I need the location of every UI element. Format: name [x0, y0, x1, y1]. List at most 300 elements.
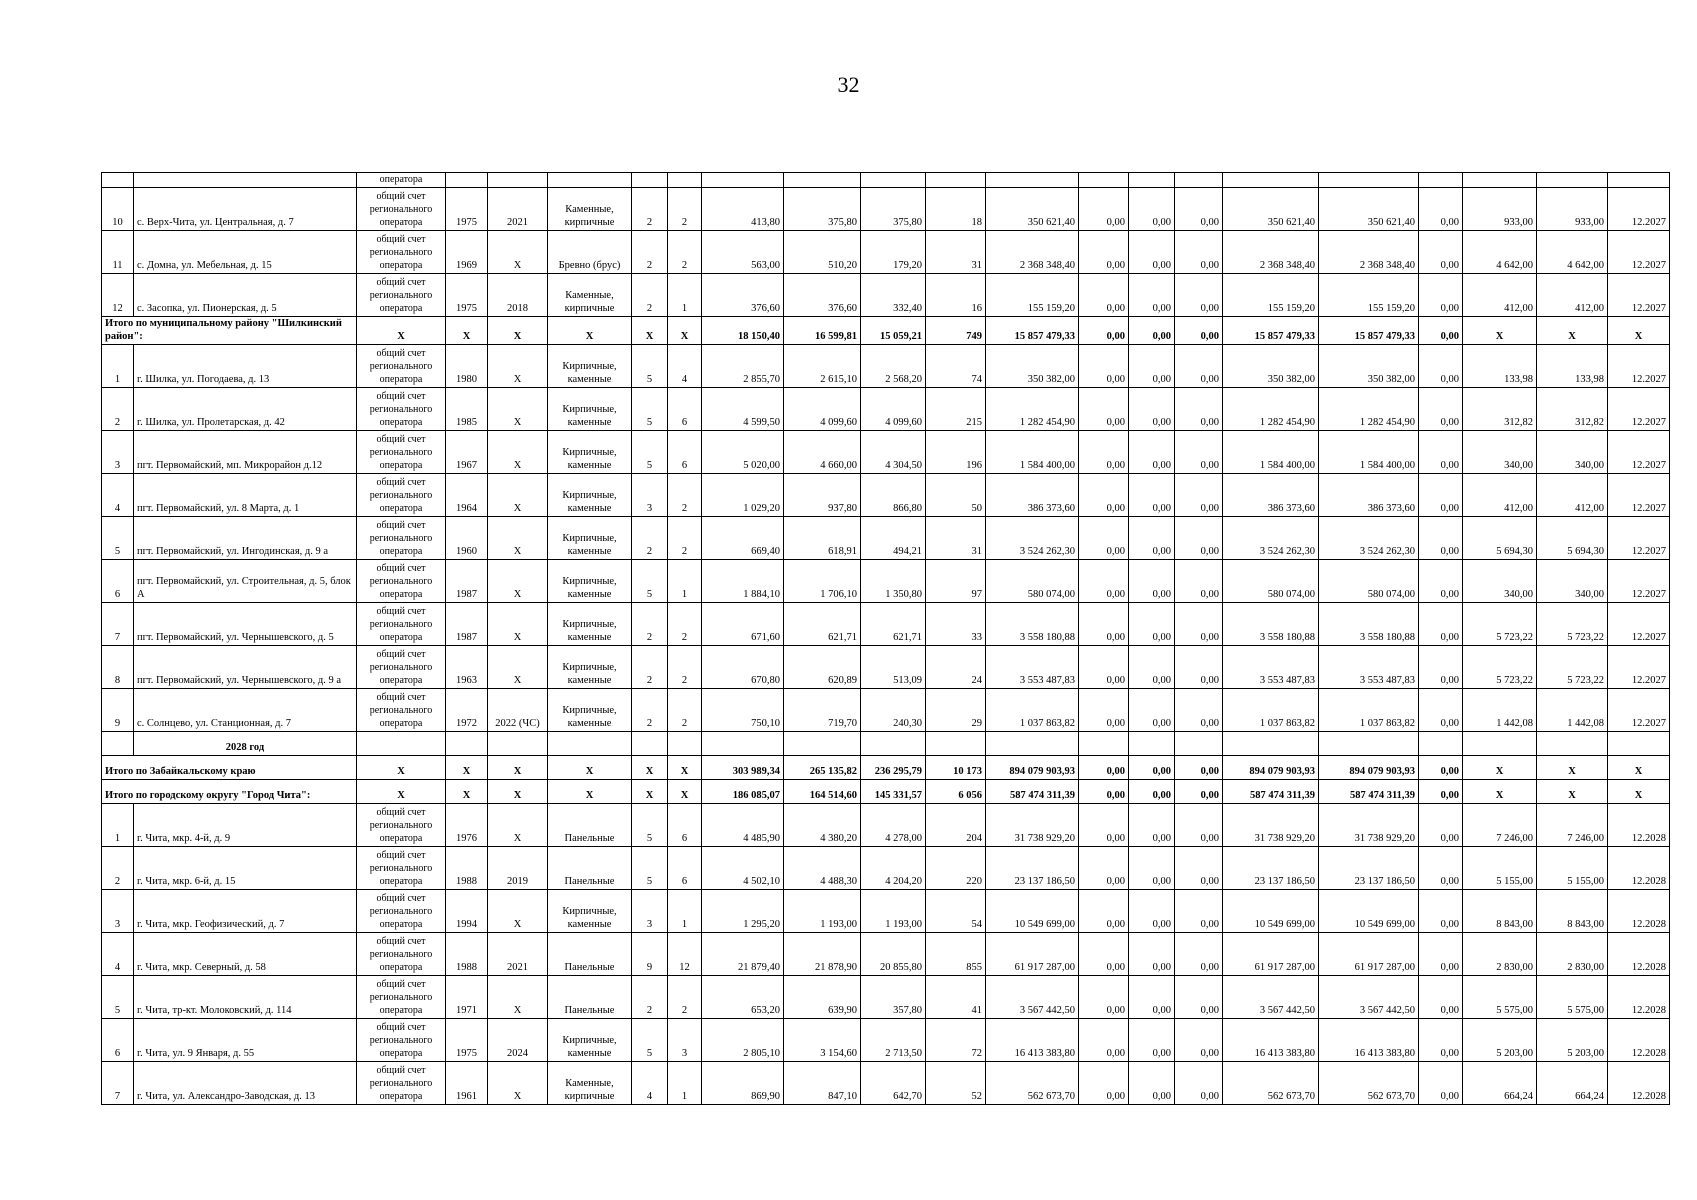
cost-total-cell: 2 368 348,40 [986, 231, 1079, 274]
total-area-res-cell: 145 331,57 [861, 780, 926, 804]
area-total-cell: 4 599,50 [702, 388, 784, 431]
area-living-cell: 2 615,10 [784, 345, 861, 388]
table-cell [861, 732, 926, 756]
area-total-cell: 376,60 [702, 274, 784, 317]
material-cell: Кирпичные, каменные [548, 689, 632, 732]
total-c3-cell: X [488, 780, 548, 804]
year-repair-cell: 2022 (ЧС) [488, 689, 548, 732]
f3-cell: 0,00 [1175, 689, 1223, 732]
area-total-cell: 1 295,20 [702, 890, 784, 933]
f1-cell: 0,00 [1079, 188, 1129, 231]
entrances-cell: 3 [668, 1019, 702, 1062]
n-cell: 12 [102, 274, 134, 317]
total-c3-cell: X [488, 756, 548, 780]
n-cell: 6 [102, 1019, 134, 1062]
area-total-cell: 2 805,10 [702, 1019, 784, 1062]
f3-cell: 0,00 [1175, 1062, 1223, 1105]
year-built-cell: 1969 [446, 231, 488, 274]
cost-owners-cell: 1 584 400,00 [1223, 431, 1319, 474]
f3-cell: 0,00 [1175, 646, 1223, 689]
account-cell: общий счет регионального оператора [357, 274, 446, 317]
f1-cell: 0,00 [1079, 804, 1129, 847]
entrances-cell: 2 [668, 231, 702, 274]
table-cell [102, 732, 134, 756]
area-total-cell: 869,90 [702, 1062, 784, 1105]
cost-total-cell: 1 282 454,90 [986, 388, 1079, 431]
f4-cell: 0,00 [1419, 560, 1463, 603]
area-total-cell: 671,60 [702, 603, 784, 646]
year-repair-cell: X [488, 517, 548, 560]
table-cell [784, 732, 861, 756]
f4-cell: 0,00 [1419, 646, 1463, 689]
f4-cell: 0,00 [1419, 231, 1463, 274]
f3-cell: 0,00 [1175, 890, 1223, 933]
cost-owners-cell: 386 373,60 [1223, 474, 1319, 517]
year-built-cell: 1960 [446, 517, 488, 560]
year-repair-cell: X [488, 890, 548, 933]
n-cell: 9 [102, 689, 134, 732]
f4-cell: 0,00 [1419, 890, 1463, 933]
table-row [102, 517, 1670, 560]
area-res-cell: 4 099,60 [861, 388, 926, 431]
table-row [102, 431, 1670, 474]
f2-cell: 0,00 [1129, 388, 1175, 431]
deadline-cell: 12.2028 [1608, 1019, 1670, 1062]
f2-cell: 0,00 [1129, 976, 1175, 1019]
area-res-cell: 375,80 [861, 188, 926, 231]
table-row [102, 1019, 1670, 1062]
cost-total-cell: 16 413 383,80 [986, 1019, 1079, 1062]
address-cell: пгт. Первомайский, ул. 8 Марта, д. 1 [134, 474, 357, 517]
f2-cell: 0,00 [1129, 890, 1175, 933]
deadline-cell: 12.2027 [1608, 603, 1670, 646]
cost-owners-cell: 61 917 287,00 [1223, 933, 1319, 976]
account-cell: общий счет регионального оператора [357, 1062, 446, 1105]
account-cell: общий счет регионального оператора [357, 431, 446, 474]
material-cell: Панельные [548, 933, 632, 976]
unit-cost-cell: 5 694,30 [1463, 517, 1537, 560]
unit-max-cell: 340,00 [1537, 560, 1608, 603]
entrances-cell: 2 [668, 646, 702, 689]
year-repair-cell: 2018 [488, 274, 548, 317]
residents-cell: 16 [926, 274, 986, 317]
area-total-cell: 4 502,10 [702, 847, 784, 890]
total-area-total-cell: 18 150,40 [702, 317, 784, 345]
residents-cell: 855 [926, 933, 986, 976]
f2-cell: 0,00 [1129, 1062, 1175, 1105]
address-cell: г. Чита, тр-кт. Молоковский, д. 114 [134, 976, 357, 1019]
cost-owners2-cell: 2 368 348,40 [1319, 231, 1419, 274]
year-repair-cell: 2024 [488, 1019, 548, 1062]
unit-max-cell: 664,24 [1537, 1062, 1608, 1105]
unit-max-cell: 4 642,00 [1537, 231, 1608, 274]
floors-cell: 5 [632, 1019, 668, 1062]
unit-cost-cell: 312,82 [1463, 388, 1537, 431]
area-res-cell: 642,70 [861, 1062, 926, 1105]
cost-owners2-cell: 3 567 442,50 [1319, 976, 1419, 1019]
deadline-cell: 12.2028 [1608, 804, 1670, 847]
total-f4-cell: 0,00 [1419, 756, 1463, 780]
f2-cell: 0,00 [1129, 231, 1175, 274]
table-cell [1608, 732, 1670, 756]
area-res-cell: 1 350,80 [861, 560, 926, 603]
table-row [102, 646, 1670, 689]
address-cell: с. Засопка, ул. Пионерская, д. 5 [134, 274, 357, 317]
unit-cost-cell: 340,00 [1463, 560, 1537, 603]
residents-cell: 31 [926, 231, 986, 274]
material-cell: Каменные, кирпичные [548, 188, 632, 231]
material-cell: Кирпичные, каменные [548, 345, 632, 388]
floors-cell: 5 [632, 560, 668, 603]
total-f1-cell: 0,00 [1079, 317, 1129, 345]
total-area-living-cell: 164 514,60 [784, 780, 861, 804]
cost-total-cell: 61 917 287,00 [986, 933, 1079, 976]
table-row [102, 890, 1670, 933]
total-c4-cell: X [548, 780, 632, 804]
table-row [102, 603, 1670, 646]
account-cell: общий счет регионального оператора [357, 646, 446, 689]
unit-max-cell: 5 723,22 [1537, 603, 1608, 646]
cost-owners2-cell: 31 738 929,20 [1319, 804, 1419, 847]
cost-owners2-cell: 580 074,00 [1319, 560, 1419, 603]
residents-cell: 29 [926, 689, 986, 732]
f3-cell: 0,00 [1175, 388, 1223, 431]
year-repair-cell: 2021 [488, 933, 548, 976]
floors-cell: 5 [632, 847, 668, 890]
cost-owners-cell: 3 558 180,88 [1223, 603, 1319, 646]
area-res-cell: 1 193,00 [861, 890, 926, 933]
f2-cell: 0,00 [1129, 474, 1175, 517]
entrances-cell: 1 [668, 890, 702, 933]
floors-cell: 2 [632, 603, 668, 646]
total-f3-cell: 0,00 [1175, 780, 1223, 804]
entrances-cell: 2 [668, 474, 702, 517]
material-cell: Кирпичные, каменные [548, 517, 632, 560]
floors-cell: 3 [632, 890, 668, 933]
floors-cell: 9 [632, 933, 668, 976]
f3-cell: 0,00 [1175, 933, 1223, 976]
f4-cell: 0,00 [1419, 933, 1463, 976]
table-cell [1319, 732, 1419, 756]
account-cell: общий счет регионального оператора [357, 1019, 446, 1062]
year-built-cell: 1975 [446, 1019, 488, 1062]
f2-cell: 0,00 [1129, 274, 1175, 317]
unit-max-cell: 412,00 [1537, 274, 1608, 317]
deadline-cell: 12.2028 [1608, 933, 1670, 976]
total-f2-cell: 0,00 [1129, 756, 1175, 780]
n-cell: 2 [102, 388, 134, 431]
year-built-cell: 1963 [446, 646, 488, 689]
f1-cell: 0,00 [1079, 976, 1129, 1019]
f2-cell: 0,00 [1129, 560, 1175, 603]
area-living-cell: 3 154,60 [784, 1019, 861, 1062]
table-cell [1537, 732, 1608, 756]
deadline-cell: 12.2027 [1608, 689, 1670, 732]
area-total-cell: 413,80 [702, 188, 784, 231]
table-row [102, 345, 1670, 388]
floors-cell: 5 [632, 431, 668, 474]
f1-cell: 0,00 [1079, 933, 1129, 976]
total-c3-cell: X [488, 317, 548, 345]
cost-owners2-cell: 1 037 863,82 [1319, 689, 1419, 732]
f3-cell: 0,00 [1175, 847, 1223, 890]
f1-cell: 0,00 [1079, 603, 1129, 646]
entrances-cell: 2 [668, 603, 702, 646]
material-cell: Кирпичные, каменные [548, 474, 632, 517]
year-repair-cell: X [488, 388, 548, 431]
area-total-cell: 1 029,20 [702, 474, 784, 517]
total-title: Итого по городскому округу "Город Чита": [102, 780, 357, 804]
table-body [102, 173, 1670, 1105]
area-living-cell: 4 380,20 [784, 804, 861, 847]
entrances-cell: 1 [668, 1062, 702, 1105]
year-repair-cell: X [488, 1062, 548, 1105]
year-built-cell: 1964 [446, 474, 488, 517]
cost-owners-cell: 16 413 383,80 [1223, 1019, 1319, 1062]
total-f3-cell: 0,00 [1175, 756, 1223, 780]
floors-cell: 4 [632, 1062, 668, 1105]
f3-cell: 0,00 [1175, 231, 1223, 274]
cost-owners-cell: 580 074,00 [1223, 560, 1319, 603]
total-cost-owners2-cell: 587 474 311,39 [1319, 780, 1419, 804]
area-living-cell: 618,91 [784, 517, 861, 560]
account-cell: оператора [357, 173, 446, 188]
total-u2-cell: X [1537, 317, 1608, 345]
n-cell: 2 [102, 847, 134, 890]
area-living-cell: 639,90 [784, 976, 861, 1019]
f3-cell: 0,00 [1175, 560, 1223, 603]
f4-cell: 0,00 [1419, 517, 1463, 560]
account-cell: общий счет регионального оператора [357, 474, 446, 517]
cost-owners2-cell: 3 558 180,88 [1319, 603, 1419, 646]
cost-owners-cell: 1 282 454,90 [1223, 388, 1319, 431]
material-cell: Кирпичные, каменные [548, 560, 632, 603]
residents-cell: 41 [926, 976, 986, 1019]
year-repair-cell: X [488, 560, 548, 603]
n-cell: 4 [102, 933, 134, 976]
area-res-cell: 179,20 [861, 231, 926, 274]
year-heading-row [102, 732, 1670, 756]
unit-cost-cell: 5 155,00 [1463, 847, 1537, 890]
total-c1-cell: X [357, 756, 446, 780]
total-cost-owners-cell: 587 474 311,39 [1223, 780, 1319, 804]
n-cell: 4 [102, 474, 134, 517]
total-c2-cell: X [446, 780, 488, 804]
cost-total-cell: 350 621,40 [986, 188, 1079, 231]
entrances-cell: 12 [668, 933, 702, 976]
entrances-cell: 2 [668, 517, 702, 560]
n-cell: 5 [102, 976, 134, 1019]
area-living-cell: 847,10 [784, 1062, 861, 1105]
f4-cell: 0,00 [1419, 345, 1463, 388]
total-c6-cell: X [668, 780, 702, 804]
f3-cell: 0,00 [1175, 474, 1223, 517]
total-f2-cell: 0,00 [1129, 317, 1175, 345]
n-cell: 6 [102, 560, 134, 603]
f4-cell: 0,00 [1419, 1019, 1463, 1062]
account-cell: общий счет регионального оператора [357, 603, 446, 646]
cost-owners2-cell: 3 553 487,83 [1319, 646, 1419, 689]
f1-cell: 0,00 [1079, 689, 1129, 732]
total-u1-cell: X [1463, 756, 1537, 780]
f2-cell: 0,00 [1129, 431, 1175, 474]
account-cell: общий счет регионального оператора [357, 517, 446, 560]
f2-cell: 0,00 [1129, 1019, 1175, 1062]
cost-total-cell: 580 074,00 [986, 560, 1079, 603]
table-row [102, 804, 1670, 847]
material-cell: Каменные, кирпичные [548, 1062, 632, 1105]
deadline-cell: 12.2027 [1608, 388, 1670, 431]
address-cell: г. Чита, мкр. Северный, д. 58 [134, 933, 357, 976]
account-cell: общий счет регионального оператора [357, 345, 446, 388]
cost-owners-cell: 3 524 262,30 [1223, 517, 1319, 560]
year-built-cell: 1994 [446, 890, 488, 933]
unit-max-cell: 8 843,00 [1537, 890, 1608, 933]
table-row [102, 231, 1670, 274]
capital-repair-table [101, 172, 1670, 1105]
cost-total-cell: 1 584 400,00 [986, 431, 1079, 474]
account-cell: общий счет регионального оператора [357, 188, 446, 231]
total-u3-cell: X [1608, 756, 1670, 780]
f2-cell: 0,00 [1129, 517, 1175, 560]
deadline-cell: 12.2028 [1608, 1062, 1670, 1105]
total-cost-total-cell: 15 857 479,33 [986, 317, 1079, 345]
deadline-cell: 12.2028 [1608, 976, 1670, 1019]
area-total-cell: 669,40 [702, 517, 784, 560]
f1-cell: 0,00 [1079, 274, 1129, 317]
year-heading: 2028 год [134, 732, 357, 756]
entrances-cell: 2 [668, 689, 702, 732]
n-cell: 7 [102, 603, 134, 646]
area-res-cell: 4 204,20 [861, 847, 926, 890]
table-cell [488, 732, 548, 756]
account-cell: общий счет регионального оператора [357, 689, 446, 732]
address-cell: пгт. Первомайский, ул. Ингодинская, д. 9 а [134, 517, 357, 560]
total-cost-owners2-cell: 15 857 479,33 [1319, 317, 1419, 345]
address-cell: пгт. Первомайский, ул. Чернышевского, д. 5 [134, 603, 357, 646]
area-living-cell: 621,71 [784, 603, 861, 646]
f3-cell: 0,00 [1175, 274, 1223, 317]
f1-cell: 0,00 [1079, 474, 1129, 517]
f1-cell: 0,00 [1079, 431, 1129, 474]
year-repair-cell: X [488, 431, 548, 474]
account-cell: общий счет регионального оператора [357, 933, 446, 976]
total-c1-cell: X [357, 317, 446, 345]
unit-max-cell: 1 442,08 [1537, 689, 1608, 732]
area-total-cell: 5 020,00 [702, 431, 784, 474]
area-res-cell: 20 855,80 [861, 933, 926, 976]
f1-cell: 0,00 [1079, 1019, 1129, 1062]
cost-owners-cell: 350 382,00 [1223, 345, 1319, 388]
material-cell: Кирпичные, каменные [548, 388, 632, 431]
total-u1-cell: X [1463, 780, 1537, 804]
table-cell [1079, 732, 1129, 756]
floors-cell: 3 [632, 474, 668, 517]
table-cell [357, 732, 446, 756]
table-row [102, 173, 1670, 188]
total-cost-total-cell: 587 474 311,39 [986, 780, 1079, 804]
year-built-cell: 1967 [446, 431, 488, 474]
unit-cost-cell: 340,00 [1463, 431, 1537, 474]
floors-cell: 2 [632, 517, 668, 560]
entrances-cell: 6 [668, 388, 702, 431]
total-f2-cell: 0,00 [1129, 780, 1175, 804]
unit-max-cell: 412,00 [1537, 474, 1608, 517]
total-c1-cell: X [357, 780, 446, 804]
f4-cell: 0,00 [1419, 388, 1463, 431]
total-cost-total-cell: 894 079 903,93 [986, 756, 1079, 780]
entrances-cell: 2 [668, 188, 702, 231]
table-row [102, 976, 1670, 1019]
f3-cell: 0,00 [1175, 345, 1223, 388]
year-repair-cell: X [488, 603, 548, 646]
n-cell: 3 [102, 890, 134, 933]
material-cell: Панельные [548, 847, 632, 890]
year-built-cell: 1975 [446, 188, 488, 231]
cost-owners-cell: 350 621,40 [1223, 188, 1319, 231]
table-cell [446, 732, 488, 756]
material-cell: Кирпичные, каменные [548, 603, 632, 646]
residents-cell: 52 [926, 1062, 986, 1105]
total-area-res-cell: 15 059,21 [861, 317, 926, 345]
material-cell: Бревно (брус) [548, 231, 632, 274]
address-cell: г. Чита, ул. 9 Января, д. 55 [134, 1019, 357, 1062]
unit-max-cell: 2 830,00 [1537, 933, 1608, 976]
total-c2-cell: X [446, 756, 488, 780]
year-repair-cell: X [488, 804, 548, 847]
table-row [102, 274, 1670, 317]
address-cell: г. Чита, мкр. 6-й, д. 15 [134, 847, 357, 890]
address-cell: пгт. Первомайский, мп. Микрорайон д.12 [134, 431, 357, 474]
table-cell [548, 732, 632, 756]
n-cell: 1 [102, 804, 134, 847]
unit-cost-cell: 133,98 [1463, 345, 1537, 388]
address-cell: г. Шилка, ул. Пролетарская, д. 42 [134, 388, 357, 431]
address-cell: пгт. Первомайский, ул. Чернышевского, д. 9 а [134, 646, 357, 689]
total-u3-cell: X [1608, 317, 1670, 345]
floors-cell: 2 [632, 188, 668, 231]
material-cell: Кирпичные, каменные [548, 646, 632, 689]
n-cell: 11 [102, 231, 134, 274]
deadline-cell: 12.2027 [1608, 188, 1670, 231]
unit-max-cell: 7 246,00 [1537, 804, 1608, 847]
area-total-cell: 670,80 [702, 646, 784, 689]
f1-cell: 0,00 [1079, 517, 1129, 560]
f4-cell: 0,00 [1419, 603, 1463, 646]
cost-owners-cell: 562 673,70 [1223, 1062, 1319, 1105]
material-cell: Кирпичные, каменные [548, 890, 632, 933]
unit-max-cell: 5 155,00 [1537, 847, 1608, 890]
total-row [102, 756, 1670, 780]
year-repair-cell: X [488, 345, 548, 388]
unit-max-cell: 5 575,00 [1537, 976, 1608, 1019]
table-cell [1129, 732, 1175, 756]
deadline-cell: 12.2027 [1608, 474, 1670, 517]
account-cell: общий счет регионального оператора [357, 804, 446, 847]
unit-cost-cell: 7 246,00 [1463, 804, 1537, 847]
year-built-cell: 1980 [446, 345, 488, 388]
cost-owners-cell: 3 567 442,50 [1223, 976, 1319, 1019]
f2-cell: 0,00 [1129, 603, 1175, 646]
table-row [102, 188, 1670, 231]
area-living-cell: 937,80 [784, 474, 861, 517]
page-number: 32 [837, 72, 860, 97]
unit-cost-cell: 412,00 [1463, 474, 1537, 517]
deadline-cell: 12.2027 [1608, 517, 1670, 560]
account-cell: общий счет регионального оператора [357, 560, 446, 603]
entrances-cell: 6 [668, 431, 702, 474]
floors-cell: 2 [632, 976, 668, 1019]
